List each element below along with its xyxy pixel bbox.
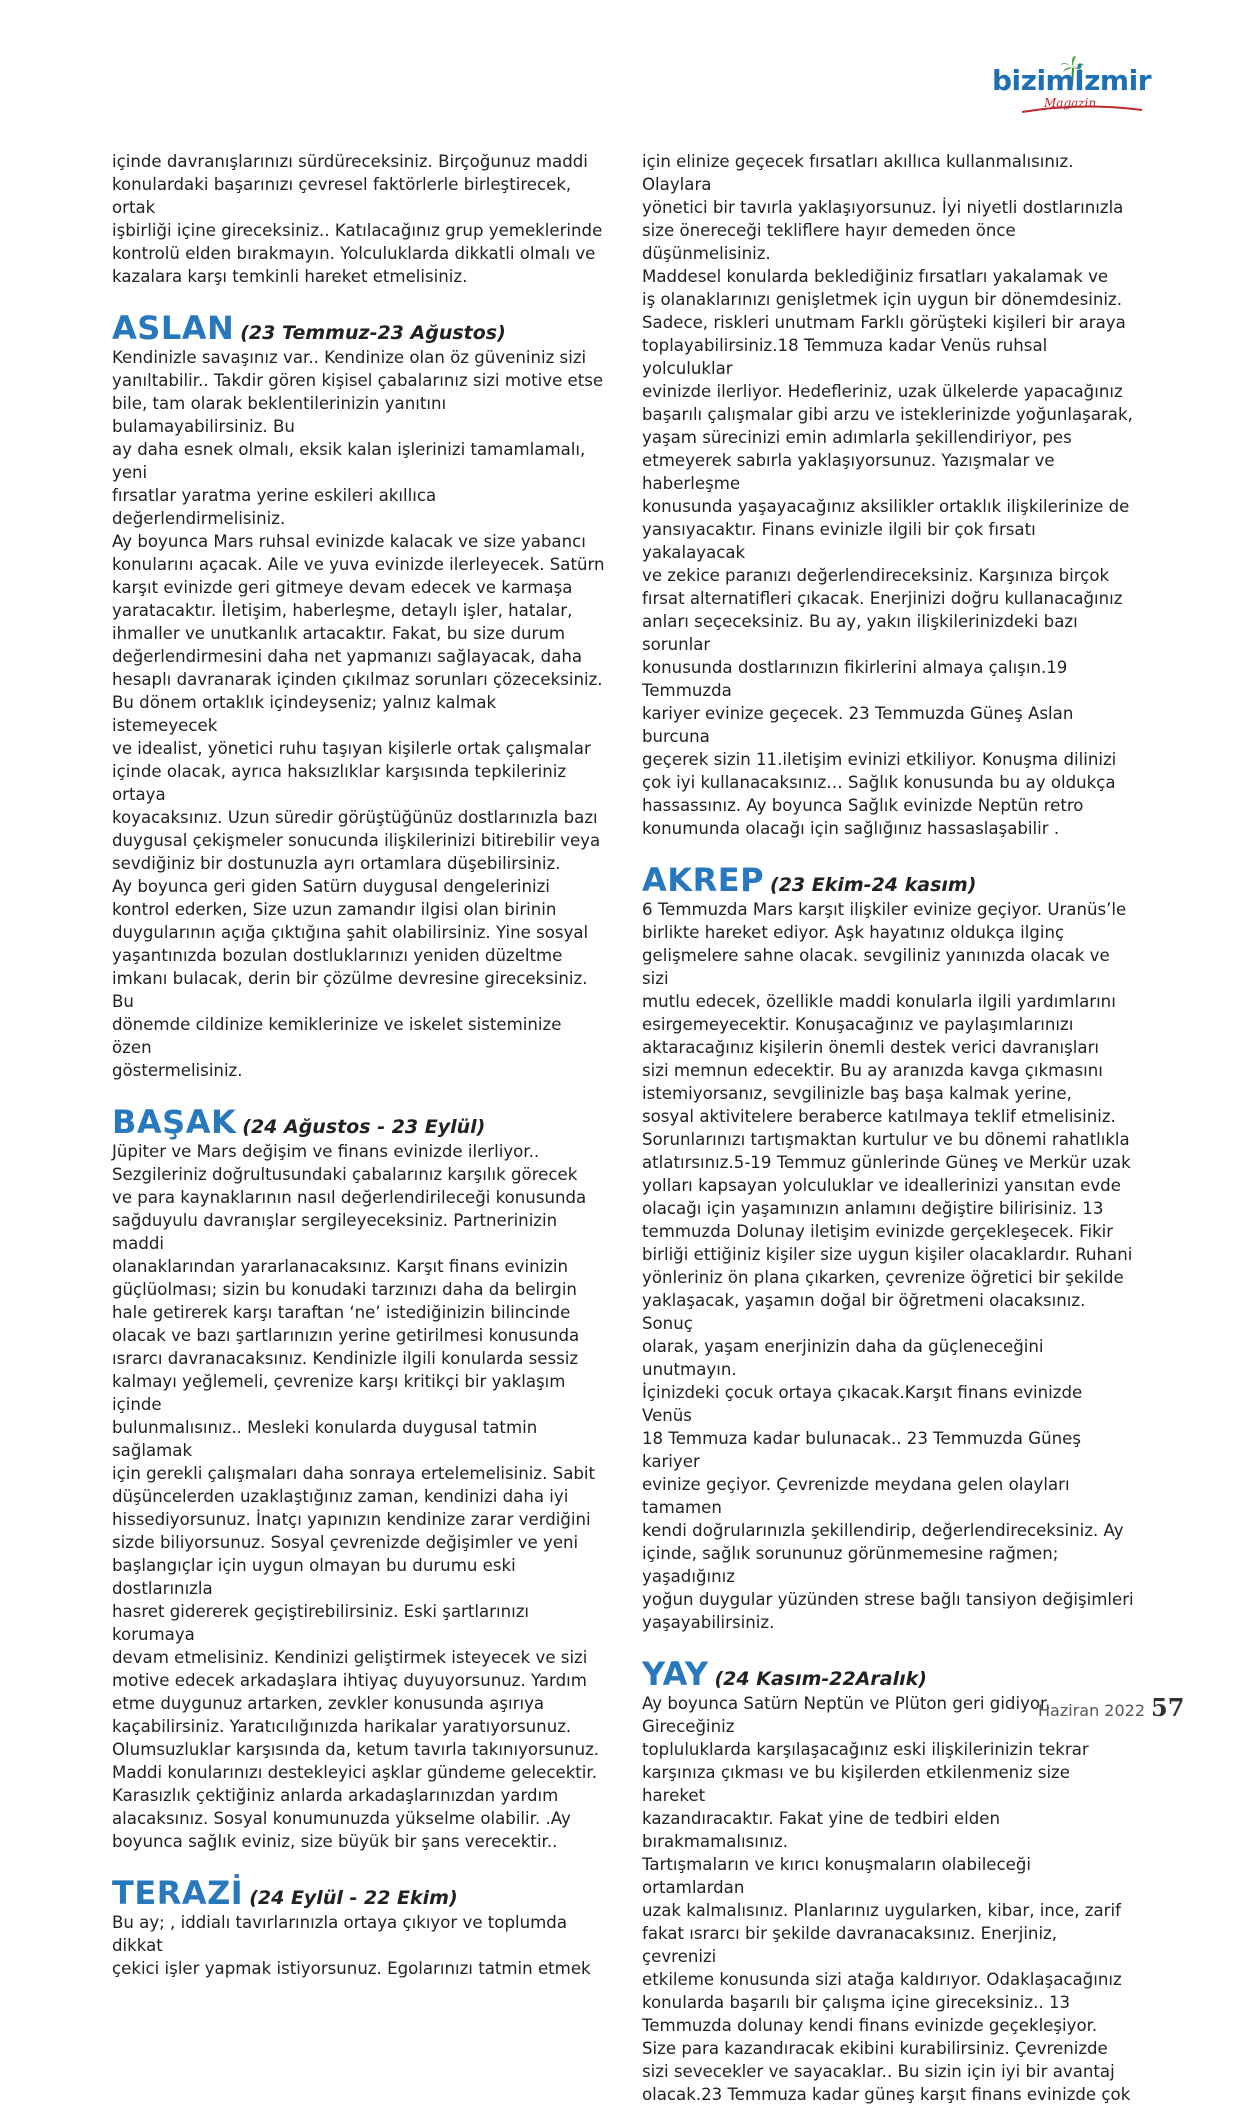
horoscope-section-terazi bbox=[112, 1875, 605, 1980]
section-heading bbox=[642, 862, 1135, 898]
sign-name: ASLAN bbox=[112, 309, 235, 347]
section-heading bbox=[112, 1104, 605, 1140]
logo-wordmark: bizimİzmir bbox=[992, 64, 1152, 97]
right-column bbox=[642, 150, 1135, 2106]
sign-dates: (23 Ekim-24 kasım) bbox=[770, 874, 977, 896]
horoscope-section-basak bbox=[112, 1104, 605, 1853]
sign-dates: (24 Eylül - 22 Ekim) bbox=[249, 1887, 458, 1909]
section-body: Kendinizle savaşınız var.. Kendinize olan öz güveniniz sizi yanıltabilir.. Takdir gören kişisel çabalarınız sizi motive etse bile, tam olarak beklentilerinizin yanıtını bulamayabilirsiniz. Bu ay daha esnek olmalı, eksik kalan işlerinizi tamamlamalı, yeni fırsatlar yaratma yerine eskileri akıllıca değerlendirmelisiniz. Ay boyunca Mars ruhsal evinizde kalacak ve size yabancı konularını açacak. Aile ve yuva evinizde ilerleyecek. Satürn karşıt evinizde geri gitmeye devam edecek ve karmaşa yaratacaktır. İletişim, haberleşme, detaylı işler, hatalar, ihmaller ve unutkanlık artacaktır. Fakat, bu size durum değerlendirmesini daha net yapmanızı sağlayacak, daha hesaplı davranarak içinden çıkılmaz sorunları çözeceksiniz. Bu dönem ortaklık içindeyseniz; yalnız kalmak istemeyecek ve idealist, yönetici ruhu taşıyan kişilerle ortak çalışmalar içinde olacak, ayrıca haksızlıklar karşısında tepkileriniz ortaya koyacaksınız. Uzun süredir görüştüğünüz dostlarınızla bazı duygusal çekişmeler sonucunda ilişkilerinizi bitirebilir veya sevdiğiniz bir dostunuzla ayrı ortamlara düşebilirsiniz. Ay boyunca geri giden Satürn duygusal dengelerinizi kontrol ederken, Size uzun zamandır ilgisi olan birinin duygularının açığa çıktığına şahit olabilirsiniz. Yine sosyal yaşantınızda bozulan dostluklarınızı yeniden düzeltme imkanı bulacak, derin bir çözülme devresine gireceksiniz. Bu dönemde cildinize kemiklerinize ve iskelet sisteminize özen göstermelisiniz. bbox=[112, 348, 605, 1080]
sign-dates: (23 Temmuz-23 Ağustos) bbox=[240, 322, 506, 344]
horoscope-section-yay bbox=[642, 1656, 1135, 2106]
continued-paragraph: içinde davranışlarınızı sürdüreceksiniz. Birçoğunuz maddi konulardaki başarınızı çevresel faktörlerle birleştirecek, ortak işbirliği içine gireceksiniz.. Katılacağınız grup yemeklerinde kontrolü elden bırakmayın. Yolculuklarda dikkatli olmalı ve kazalara karşı temkinli hareket etmelisiniz. bbox=[112, 152, 603, 286]
section-heading bbox=[642, 1656, 1135, 1692]
section-body: 6 Temmuzda Mars karşıt ilişkiler evinize geçiyor. Uranüs’le birlikte hareket ediyor. Aşk hayatınız oldukça ilginç gelişmelere sahne olacak. sevgiliniz yanınızda olacak ve sizi mutlu edecek, özellikle maddi konularla ilgili yardımlarını esirgemeyecektir. Konuşacağınız ve paylaşımlarınızı aktaracağınız kişilerin önemli destek verici davranışları sizi memnun edecektir. Bu ay aranızda kavga çıkmasını istemiyorsanız, sevgilinizle baş başa kalmak yerine, sosyal aktivitelere beraberce katılmaya teklif etmelisiniz. Sorunlarınızı tartışmaktan kurtulur ve bu dönemi rahatlıkla atlatırsınız.5-19 Temmuz günlerinde Güneş ve Merkür uzak yolları kapsayan yolculuklar ve ideallerinizi yansıtan evde olacağı için yaşamınızın anlamını değiştire bilirisiniz. 13 temmuzda Dolunay iletişim evinizde gerçekleşecek. Fikir birliği ettiğiniz kişiler size uygun kişiler olacaklardır. Ruhani yönleriniz ön plana çıkarken, çevrenize öğretici bir şekilde yaklaşacak, yaşamın doğal bir öğretmeni olacaksınız. Sonuç olarak, yaşam enerjinizin daha da güçleneceğini unutmayın. İçinizdeki çocuk ortaya çıkacak.Karşıt finans evinizde Venüs 18 Temmuza kadar bulunacak.. 23 Temmuzda Güneş kariyer evinize geçiyor. Çevrenizde meydana gelen olayları tamamen kendi doğrularınızla şekillendirip, değerlendireceksiniz. Ay içinde, sağlık sorununuz görünmemesine rağmen; yaşadığınız yoğun duygular yüzünden strese bağlı tansiyon değişimleri yaşayabilirsiniz. bbox=[642, 900, 1134, 1632]
page-footer bbox=[1038, 1693, 1184, 1722]
section-body: Ay boyunca Satürn Neptün ve Plüton geri gidiyor. Gireceğiniz topluluklarda karşılaşacağınız eski ilişkilerinizin tekrar karşınıza çıkması ve bu kişilerden etkilenmeniz size hareket kazandıracaktır. Fakat yine de tedbiri elden bırakmamalısınız. Tartışmaların ve kırıcı konuşmaların olabileceği ortamlardan uzak kalmalısınız. Planlarınız uygularken, kibar, ince, zarif fakat ısrarcı bir şekilde davranacaksınız. Enerjiniz, çevrenizi etkileme konusunda sizi atağa kaldırıyor. Odaklaşacağınız konularda başarılı bir çalışma içine gireceksiniz.. 13 Temmuzda dolunay kendi finans evinizde geçekleşiyor. Size para kazandıracak ekibini kurabilirsiniz. Çevrenizde sizi sevecekler ve sayacaklar.. Bu sizin için iyi bir avantaj olacak.23 Temmuza kadar güneş karşıt finans evinizde çok bbox=[642, 1694, 1131, 2104]
sign-name: BAŞAK bbox=[112, 1103, 237, 1141]
sign-dates: (24 Ağustos - 23 Eylül) bbox=[242, 1116, 486, 1138]
sign-dates: (24 Kasım-22Aralık) bbox=[714, 1668, 927, 1690]
section-heading bbox=[112, 310, 605, 346]
sign-name: YAY bbox=[642, 1655, 709, 1693]
sign-name: AKREP bbox=[642, 861, 765, 899]
section-heading bbox=[112, 1875, 605, 1911]
sign-name: TERAZİ bbox=[112, 1874, 244, 1912]
page-number: 57 bbox=[1151, 1693, 1185, 1722]
continued-paragraph: için elinize geçecek fırsatları akıllıca kullanmalısınız. Olaylara yönetici bir tavırla yaklaşıyorsunuz. İyi niyetli dostlarınızla size önereceği tekliflere hayır demeden önce düşünmelisiniz. Maddesel konularda beklediğiniz fırsatları yakalamak ve iş olanaklarınızı genişletmek için uygun bir dönemdesiniz. Sadece, riskleri unutmam Farklı görüşteki kişileri bir araya toplayabilirsiniz.18 Temmuza kadar Venüs ruhsal yolculuklar evinizde ilerliyor. Hedefleriniz, uzak ülkelerde yapacağınız başarılı çalışmalar gibi arzu ve isteklerinizde yoğunlaşarak, yaşam sürecinizi emin adımlarla şekillendiriyor, pes etmeyerek sabırla yaklaşıyorsunuz. Yazışmalar ve haberleşme konusunda yaşayacağınız aksilikler ortaklık ilişkilerinize de yansıyacaktır. Finans evinizle ilgili bir çok fırsatı yakalayacak ve zekice paranızı değerlendireceksiniz. Karşınıza birçok fırsat alternatifleri çıkacak. Enerjinizi doğru kullanacağınız anları seçeceksiniz. Bu ay, yakın ilişkilerinizdeki bazı sorunlar konusunda dostlarınızın fikirlerini almaya çalışın.19 Temmuzda kariyer evinize geçecek. 23 Temmuzda Güneş Aslan burcuna geçerek sizin 11.iletişim evinizi etkiliyor. Konuşma dilinizi çok iyi kullanacaksınız… Sağlık konusunda bu ay oldukça hassassınız. Ay boyunca Sağlık evinizde Neptün retro konumunda olacağı için sağlığınız hassaslaşabilir . bbox=[642, 152, 1133, 838]
horoscope-section-akrep bbox=[642, 862, 1135, 1634]
left-column bbox=[112, 150, 605, 1980]
horoscope-section-aslan bbox=[112, 310, 605, 1082]
magazine-logo bbox=[992, 56, 1152, 112]
section-body: Bu ay; , iddialı tavırlarınızla ortaya çıkıyor ve toplumda dikkat çekici işler yapmak istiyorsunuz. Egolarınızı tatmin etmek bbox=[112, 1913, 591, 1978]
logo-tagline: Magazin bbox=[1044, 96, 1097, 110]
issue-date: Haziran 2022 bbox=[1038, 1701, 1146, 1720]
section-body: Jüpiter ve Mars değişim ve finans evinizde ilerliyor.. Sezgileriniz doğrultusundaki çabalarınız karşılık görecek ve para kaynaklarının nasıl değerlendirileceği konusunda sağduyulu davranışlar sergileyeceksiniz. Partnerinizin maddi olanaklarından yararlanacaksınız. Karşıt finans evinizin güçlüolması; sizin bu konudaki tarzınızı daha da belirgin hale getirerek karşı taraftan ‘ne’ istediğinizin bilincinde olacak ve bazı şartlarınızın yerine getirilmesi konusunda ısrarcı davranacaksınız. Kendinizle ilgili konularda sessiz kalmayı yeğlemeli, çevrenize karşı kritikçi bir yaklaşım içinde bulunmalısınız.. Mesleki konularda duygusal tatmin sağlamak için gerekli çalışmaları daha sonraya ertelemelisiniz. Sabit düşüncelerden uzaklaştığınız zaman, kendinizi daha iyi hissediyorsunuz. İnatçı yapınızın kendinize zarar verdiğini sizde biliyorsunuz. Sosyal çevrenizde değişimler ve yeni başlangıçlar için uygun olmayan bu durumu eski dostlarınızla hasret gidererek geçiştirebilirsiniz. Eski şartlarınızı korumaya devam etmelisiniz. Kendinizi geliştirmek isteyecek ve sizi motive edecek arkadaşlara ihtiyaç duyuyorsunuz. Yardım etme duygunuz artarken, zevkler konusunda aşırıya kaçabilirsiniz. Yaratıcılığınızda harikalar yaratıyorsunuz. Olumsuzluklar karşısında da, ketum tavırla takınıyorsunuz. Maddi konularınızı destekleyici aşklar gündeme gelecektir. Karasızlık çektiğiniz anlarda arkadaşlarınızdan yardım alacaksınız. Sosyal konumunuzda yükselme olabilir. .Ay boyunca sağlık eviniz, size büyük bir şans verecektir.. bbox=[112, 1142, 600, 1851]
